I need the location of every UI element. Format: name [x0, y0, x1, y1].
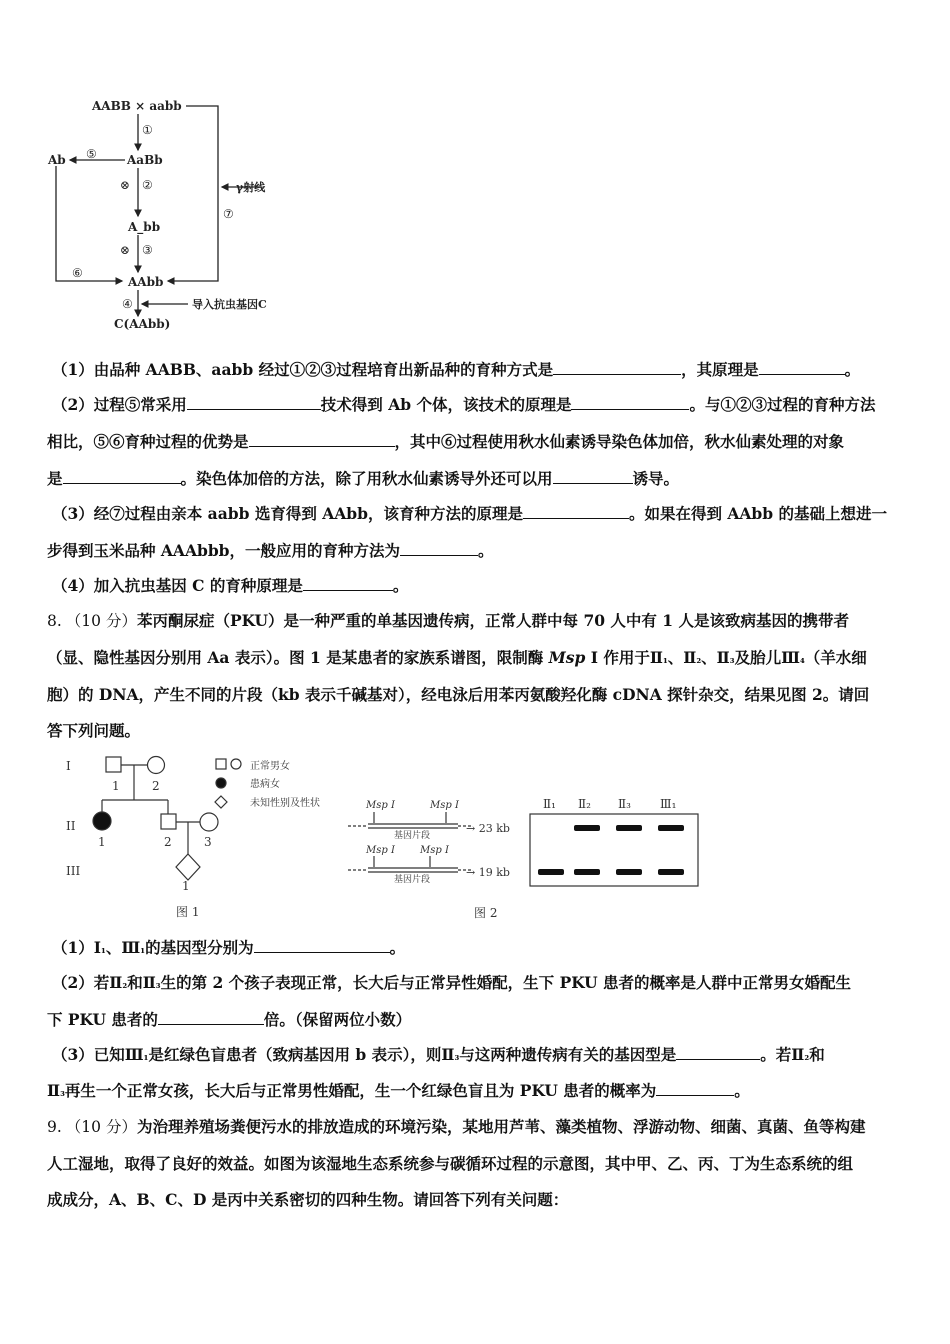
generation-label-1: I [66, 759, 71, 773]
q8-part1: （1）I₁、Ⅲ₁的基因型分别为 。 [52, 938, 406, 957]
generation-label-3: III [66, 864, 81, 878]
q8-part2-line1: （2）若Ⅱ₂和Ⅱ₃生的第 2 个孩子表现正常，长大后与正常异性婚配，生下 PKU 患者的概率是人群中正常男女婚配生 [52, 973, 852, 992]
figure-2-caption: 图 2 [474, 906, 498, 920]
pedigree-figure [60, 750, 330, 925]
q8-part3-line2: Ⅱ₃再生一个正常女孩，长大后与正常男性婚配，生一个红绿色盲且为 PKU 患者的概率为 。 [47, 1081, 750, 1100]
q9-line1: 9. （10 分）为治理养殖场粪便污水的排放造成的环境污染，某地用芦苇、藻类植物、浮游动物、细菌、真菌、鱼等构建 [47, 1117, 866, 1136]
q8-part3-line1: （3）已知Ⅲ₁是红绿色盲患者（致病基因用 b 表示），则Ⅱ₃与这两种遗传病有关的基因型是 。若Ⅱ₂和 [52, 1045, 825, 1064]
aabb-target-label: AAbb [128, 275, 164, 289]
answer-blank[interactable] [571, 395, 689, 410]
i1-number: 1 [112, 779, 120, 793]
band-iii1-23kb [658, 825, 684, 831]
figure-1-caption: 图 1 [176, 905, 200, 919]
answer-blank[interactable] [254, 938, 390, 953]
answer-blank[interactable] [553, 469, 633, 484]
step-1-mark: ① [142, 123, 153, 137]
q7-part2-line2: 相比，⑤⑥育种过程的优势是 ，其中⑥过程使用秋水仙素诱导染色体加倍，秋水仙素处理的对象 [47, 432, 845, 451]
q9-line3: 成成分，A、B、C、D 是丙中关系密切的四种生物。请回答下列有关问题： [47, 1190, 569, 1209]
legend-affected-label: 患病女 [250, 779, 280, 790]
answer-blank[interactable] [187, 395, 321, 410]
band-ii2-19kb [574, 869, 600, 875]
q8-part2-line2: 下 PKU 患者的 倍。（保留两位小数） [47, 1010, 412, 1029]
band-ii3-19kb [616, 869, 642, 875]
lane-label: Ⅱ₁ [543, 797, 556, 811]
selfing-2-mark: ⊗ [120, 243, 131, 257]
ii1-number: 1 [98, 835, 106, 849]
i1-male-symbol [106, 757, 121, 772]
legend-square-icon [216, 759, 226, 769]
iii1-number: 1 [182, 879, 190, 893]
msp-site-label: Msp I [366, 845, 395, 856]
legend-unknown-label: 未知性别及性状 [250, 798, 320, 809]
ii2-male-symbol [161, 814, 176, 829]
step-2-mark: ② [142, 178, 153, 192]
lane-label: Ⅱ₂ [578, 797, 591, 811]
answer-blank[interactable] [523, 504, 629, 519]
legend-diamond-icon [215, 796, 227, 808]
gamma-ray-label: γ射线 [236, 181, 266, 194]
step-3-mark: ③ [142, 243, 153, 257]
ab-haploid-label: Ab [48, 153, 66, 167]
q7-part3-line1: （3）经⑦过程由亲本 aabb 选育得到 AAbb，该育种方法的原理是 。如果在得到 AAbb 的基础上想进一 [52, 504, 887, 523]
fragment-19kb-label: → 19 kb [466, 866, 510, 879]
ii3-female-symbol [200, 813, 218, 831]
answer-blank[interactable] [400, 541, 478, 556]
answer-blank[interactable] [553, 360, 681, 375]
band-ii1-19kb [538, 869, 564, 875]
q8-line3: 胞）的 DNA，产生不同的片段（kb 表示千碱基对），经电泳后用苯丙氨酸羟化酶 cDNA 探针杂交，结果见图 2。请回 [47, 685, 870, 704]
ii3-number: 3 [204, 835, 212, 849]
q7-part2-line3: 是 。染色体加倍的方法，除了用秋水仙素诱导外还可以用 诱导。 [47, 469, 680, 488]
question-score: （10 分） [65, 612, 137, 630]
band-iii1-19kb [658, 869, 684, 875]
lane-label: Ⅲ₁ [660, 797, 677, 811]
answer-blank[interactable] [303, 576, 393, 591]
cross-label: AABB × aabb [92, 99, 182, 113]
q8-line2: （显、隐性基因分别用 Aa 表示）。图 1 是某患者的家族系谱图，限制酶 Msp I 作用于Ⅱ₁、Ⅱ₂、Ⅱ₃及胎儿Ⅲ₄（羊水细 [47, 648, 867, 667]
fragment-23kb-label: → 23 kb [466, 822, 510, 835]
aabb-hybrid-label: AaBb [127, 153, 163, 167]
q7-part3-line2: 步得到玉米品种 AAAbbb，一般应用的育种方法为 。 [47, 541, 494, 560]
band-ii2-23kb [574, 825, 600, 831]
msp-site-label: Msp I [366, 800, 395, 811]
answer-blank[interactable] [249, 432, 395, 447]
question-score: （10 分） [65, 1118, 137, 1136]
selfing-1-mark: ⊗ [120, 178, 131, 192]
i2-female-symbol [148, 757, 165, 774]
step-4-mark: ④ [122, 297, 133, 311]
q9-line2: 人工湿地，取得了良好的效益。如图为该湿地生态系统参与碳循环过程的示意图，其中甲、乙、丙、丁为生态系统的组 [47, 1154, 854, 1173]
answer-blank[interactable] [676, 1045, 760, 1060]
lane-label: Ⅱ₃ [618, 797, 631, 811]
band-ii3-23kb [616, 825, 642, 831]
answer-blank[interactable] [656, 1081, 734, 1096]
gene-import-label: 导入抗虫基因C [192, 298, 267, 311]
final-variety-label: C(AAbb) [114, 317, 171, 331]
gene-segment-label: 基因片段 [394, 831, 431, 841]
msp-site-label: Msp I [430, 800, 459, 811]
q7-part2-line1: （2）过程⑤常采用 技术得到 Ab 个体，该技术的原理是 。与①②③过程的育种方法 [52, 395, 876, 414]
answer-blank[interactable] [759, 360, 845, 375]
gel-box [530, 814, 698, 886]
question-number: 8. [47, 612, 62, 630]
breeding-diagram [40, 90, 320, 340]
answer-blank[interactable] [158, 1010, 264, 1025]
step-6-mark: ⑥ [72, 266, 83, 280]
iii1-unknown-symbol [176, 854, 200, 880]
ii1-affected-female-symbol [93, 812, 111, 830]
step-5-mark: ⑤ [86, 147, 97, 161]
msp-site-label: Msp I [420, 845, 449, 856]
i2-number: 2 [152, 779, 160, 793]
legend-normal-label: 正常男女 [250, 761, 290, 772]
legend-circle-icon [231, 759, 241, 769]
answer-blank[interactable] [63, 469, 181, 484]
ii2-number: 2 [164, 835, 172, 849]
generation-label-2: II [66, 819, 76, 833]
gene-segment-label: 基因片段 [394, 875, 431, 885]
a-bb-label: A_bb [128, 220, 161, 234]
question-number: 9. [47, 1118, 62, 1136]
q7-part1: （1）由品种 AABB、aabb 经过①②③过程培育出新品种的育种方式是 ，其原理是 。 [52, 360, 861, 379]
q7-part4: （4）加入抗虫基因 C 的育种原理是 。 [52, 576, 409, 595]
legend-filled-circle-icon [216, 778, 226, 788]
gel-figure [340, 790, 710, 925]
q8-line1: 8. （10 分）苯丙酮尿症（PKU）是一种严重的单基因遗传病，正常人群中每 70 人中有 1 人是该致病基因的携带者 [47, 611, 849, 630]
q8-line4: 答下列问题。 [47, 721, 141, 740]
step-7-mark: ⑦ [223, 207, 234, 221]
